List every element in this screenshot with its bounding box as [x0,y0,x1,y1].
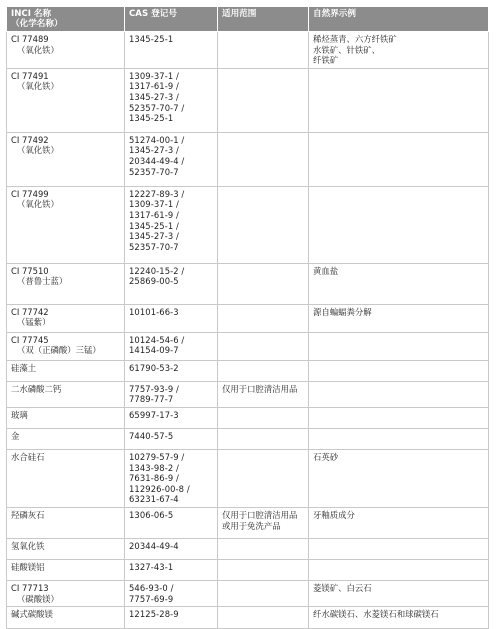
scope-cell [218,332,309,360]
nature-example-cell [309,186,489,263]
cas-number: 52357-70-7 [129,166,179,177]
nature-example: 源自蝙蝠粪分解 [313,306,372,317]
cas-number: 7440-57-5 [129,430,174,441]
cas-number: 20344-49-4 [129,540,179,551]
inci-name: CI 77492 [11,134,49,145]
inci-name-cell [7,449,125,507]
table-row [7,428,489,449]
chemical-name: （氧化铁） [17,199,59,210]
scope-cell [218,360,309,381]
cas-number-cell [125,263,218,304]
cas-number: 7757-93-9 / [129,383,179,394]
table-row [7,186,489,263]
nature-example-cell [309,381,489,407]
cas-number: 51274-00-1 / [129,134,185,145]
nature-example-cell [309,132,489,186]
cas-number: 7631-86-9 / [129,473,179,484]
table-row [7,32,489,69]
inci-name: 硅藻土 [11,362,37,373]
cas-number: 1343-98-2 / [129,462,179,473]
nature-example: 黄血盐 [313,265,339,276]
cas-number: 7789-77-7 [129,394,174,405]
cas-number: 52357-70-7 / [129,102,185,113]
cas-number-cell [125,538,218,559]
table-row [7,507,489,538]
table-row [7,607,489,629]
nature-example: 水铁矿、针铁矿、 [313,44,380,55]
table-row [7,132,489,186]
scope-cell [218,607,309,629]
chemical-name: （锰紫） [17,317,51,328]
inci-name: 水合硅石 [11,451,45,462]
inci-name-cell [7,428,125,449]
nature-example-cell [309,304,489,332]
nature-example-cell [309,263,489,304]
header-inci [7,7,125,32]
inci-name-cell [7,580,125,606]
nature-example: 石英砂 [313,451,339,462]
scope-text: 或用于免洗产品 [222,520,281,531]
scope-cell [218,428,309,449]
nature-example-cell [309,332,489,360]
table-row [7,538,489,559]
inci-name-cell [7,68,125,132]
inci-name: CI 77713 [11,582,49,593]
ingredient-table [6,6,489,629]
header-inci-sub: （化学名称） [11,19,63,29]
nature-example-cell [309,360,489,381]
nature-example: 纤水碳镁石、水菱镁石和球碳镁石 [313,609,439,620]
scope-text: 仅用于口腔清洁用品 [222,509,298,520]
scope-cell [218,407,309,428]
inci-name-cell [7,186,125,263]
cas-number: 1309-37-1 / [129,70,179,81]
scope-cell [218,32,309,69]
inci-name: CI 77745 [11,334,49,345]
cas-number-cell [125,381,218,407]
inci-name-cell [7,32,125,69]
inci-name-cell [7,559,125,580]
scope-cell [218,580,309,606]
cas-number: 1345-27-3 / [129,231,179,242]
cas-number: 112926-00-8 / [129,483,190,494]
inci-name: 玻璃 [11,409,28,420]
cas-number-cell [125,607,218,629]
header-cas: CAS 登记号 [125,7,218,32]
scope-cell [218,263,309,304]
inci-name: CI 77510 [11,265,49,276]
cas-number-cell [125,449,218,507]
inci-name: 硅酸镁铝 [11,561,45,572]
scope-cell [218,132,309,186]
inci-name-cell [7,360,125,381]
inci-name-cell [7,132,125,186]
cas-number: 1317-61-9 / [129,209,179,220]
cas-number: 12227-89-3 / [129,188,185,199]
cas-number: 61790-53-2 [129,362,179,373]
header-scope: 适用范围 [218,7,309,32]
inci-name-cell [7,407,125,428]
nature-example-cell [309,559,489,580]
cas-number: 1306-06-5 [129,509,174,520]
inci-name: 金 [11,430,20,441]
cas-number: 63231-67-4 [129,494,179,505]
scope-text: 仅用于口腔清洁用品 [222,383,298,394]
inci-name: CI 77742 [11,306,49,317]
chemical-name: （双（正磷酸）三锰） [17,345,101,356]
cas-number: 1345-25-1 / [129,220,179,231]
inci-name: 羟磷灰石 [11,509,45,520]
cas-number-cell [125,580,218,606]
table-row [7,381,489,407]
cas-number-cell [125,559,218,580]
nature-example-cell [309,407,489,428]
cas-number: 1317-61-9 / [129,81,179,92]
chemical-name: （碳酸镁） [17,593,59,604]
cas-number-cell [125,407,218,428]
cas-number: 1345-27-3 / [129,145,179,156]
cas-number: 12240-15-2 / [129,265,185,276]
cas-number: 546-93-0 / [129,582,174,593]
inci-name: 二水磷酸二钙 [11,383,62,394]
inci-name: 碱式碳酸镁 [11,609,53,620]
cas-number-cell [125,360,218,381]
nature-example: 纤铁矿 [313,55,339,66]
cas-number: 20344-49-4 / [129,155,185,166]
inci-name: CI 77489 [11,34,49,44]
cas-number: 52357-70-7 [129,241,179,252]
chemical-name: （氧化铁） [17,145,59,156]
header-nature: 自然界示例 [309,7,489,32]
cas-number: 25869-00-5 [129,276,179,287]
nature-example-cell [309,449,489,507]
inci-name-cell [7,304,125,332]
table-row [7,263,489,304]
scope-cell [218,449,309,507]
cas-number: 10101-66-3 [129,306,179,317]
cas-number: 1345-25-1 [129,113,174,124]
cas-number: 14154-09-7 [129,345,179,356]
inci-name-cell [7,607,125,629]
scope-cell [218,507,309,538]
scope-cell [218,381,309,407]
nature-example-cell [309,507,489,538]
nature-example-cell [309,538,489,559]
cas-number-cell [125,132,218,186]
table-row [7,360,489,381]
cas-number-cell [125,32,218,69]
document-page [6,6,488,629]
scope-cell [218,186,309,263]
inci-name: CI 77491 [11,70,49,81]
table-body [7,32,489,629]
nature-example-cell [309,428,489,449]
table-row [7,449,489,507]
cas-number: 10279-57-9 / [129,451,185,462]
nature-example-cell [309,607,489,629]
table-row [7,580,489,606]
nature-example: 稀烃蒸青、六方纤铁矿 [313,34,397,44]
cas-number-cell [125,332,218,360]
scope-cell [218,304,309,332]
inci-name: 氢氧化铁 [11,540,45,551]
cas-number: 1309-37-1 / [129,199,179,210]
cas-number-cell [125,507,218,538]
table-row [7,68,489,132]
cas-number-cell [125,304,218,332]
table-header-row [7,7,489,32]
nature-example-cell [309,32,489,69]
cas-number: 1345-25-1 [129,34,174,44]
cas-number-cell [125,428,218,449]
inci-name-cell [7,381,125,407]
nature-example-cell [309,580,489,606]
table-row [7,407,489,428]
header-inci-label: INCI 名称 [11,9,52,19]
cas-number: 7757-69-9 [129,593,174,604]
inci-name-cell [7,263,125,304]
nature-example: 牙釉质成分 [313,509,355,520]
chemical-name: （氧化铁） [17,44,59,55]
nature-example: 菱镁矿、白云石 [313,582,372,593]
cas-number: 12125-28-9 [129,609,179,620]
cas-number: 10124-54-6 / [129,334,185,345]
cas-number: 1345-27-3 / [129,91,179,102]
scope-cell [218,559,309,580]
nature-example-cell [309,68,489,132]
chemical-name: （普鲁士蓝） [17,276,68,287]
scope-cell [218,538,309,559]
cas-number-cell [125,186,218,263]
scope-cell [218,68,309,132]
cas-number-cell [125,68,218,132]
chemical-name: （氧化铁） [17,81,59,92]
inci-name: CI 77499 [11,188,49,199]
table-row [7,559,489,580]
table-row [7,332,489,360]
table-row [7,304,489,332]
inci-name-cell [7,507,125,538]
cas-number: 65997-17-3 [129,409,179,420]
inci-name-cell [7,538,125,559]
cas-number: 1327-43-1 [129,561,174,572]
inci-name-cell [7,332,125,360]
